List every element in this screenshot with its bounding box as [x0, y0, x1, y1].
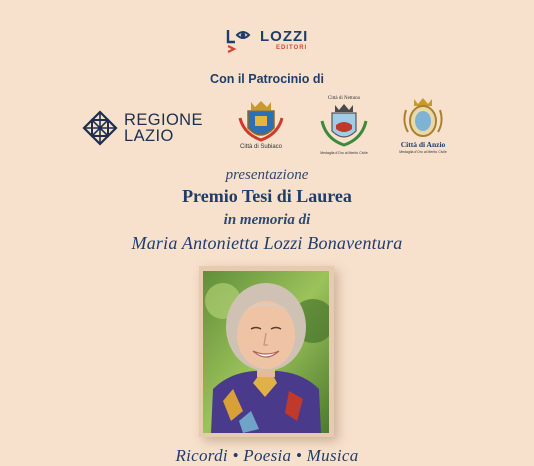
publisher-name: LOZZI	[260, 28, 309, 45]
regione-lazio-logo	[82, 110, 207, 146]
presentazione-label: presentazione	[225, 167, 309, 183]
anzio-caption: Città di Anzio	[400, 140, 446, 149]
regione-line1: REGIONE	[124, 111, 203, 129]
anzio-crest	[394, 96, 452, 156]
nettuno-top-caption: Città di Nettuno	[327, 96, 361, 101]
anzio-shield-icon	[394, 96, 452, 140]
subiaco-crest	[236, 98, 286, 158]
publisher-logo	[0, 28, 534, 58]
anzio-bottom-caption: Medaglia d'Oro al Merito Civile	[399, 150, 447, 154]
nettuno-crest	[316, 96, 372, 158]
nettuno-shield-icon	[316, 103, 372, 149]
subiaco-shield-icon	[236, 98, 286, 144]
patronage-heading: Con il Patrocinio di	[210, 72, 324, 86]
honoree-name: Maria Antonietta Lozzi Bonaventura	[131, 233, 403, 253]
nettuno-bottom-caption: Medaglia d'Oro al Merito Civile	[320, 151, 368, 155]
regione-line2: LAZIO	[124, 127, 174, 145]
publisher-subtitle: EDITORI	[276, 45, 308, 51]
eye-icon	[226, 28, 252, 54]
subiaco-caption: Città di Subiaco	[239, 144, 283, 150]
footer-tagline: Ricordi • Poesia • Musica	[175, 446, 359, 465]
premio-title: Premio Tesi di Laurea	[182, 186, 352, 206]
regione-emblem-icon	[82, 110, 118, 146]
portrait-frame	[199, 266, 334, 437]
portrait-photo	[203, 271, 329, 433]
memoria-label: in memoria di	[223, 212, 311, 228]
